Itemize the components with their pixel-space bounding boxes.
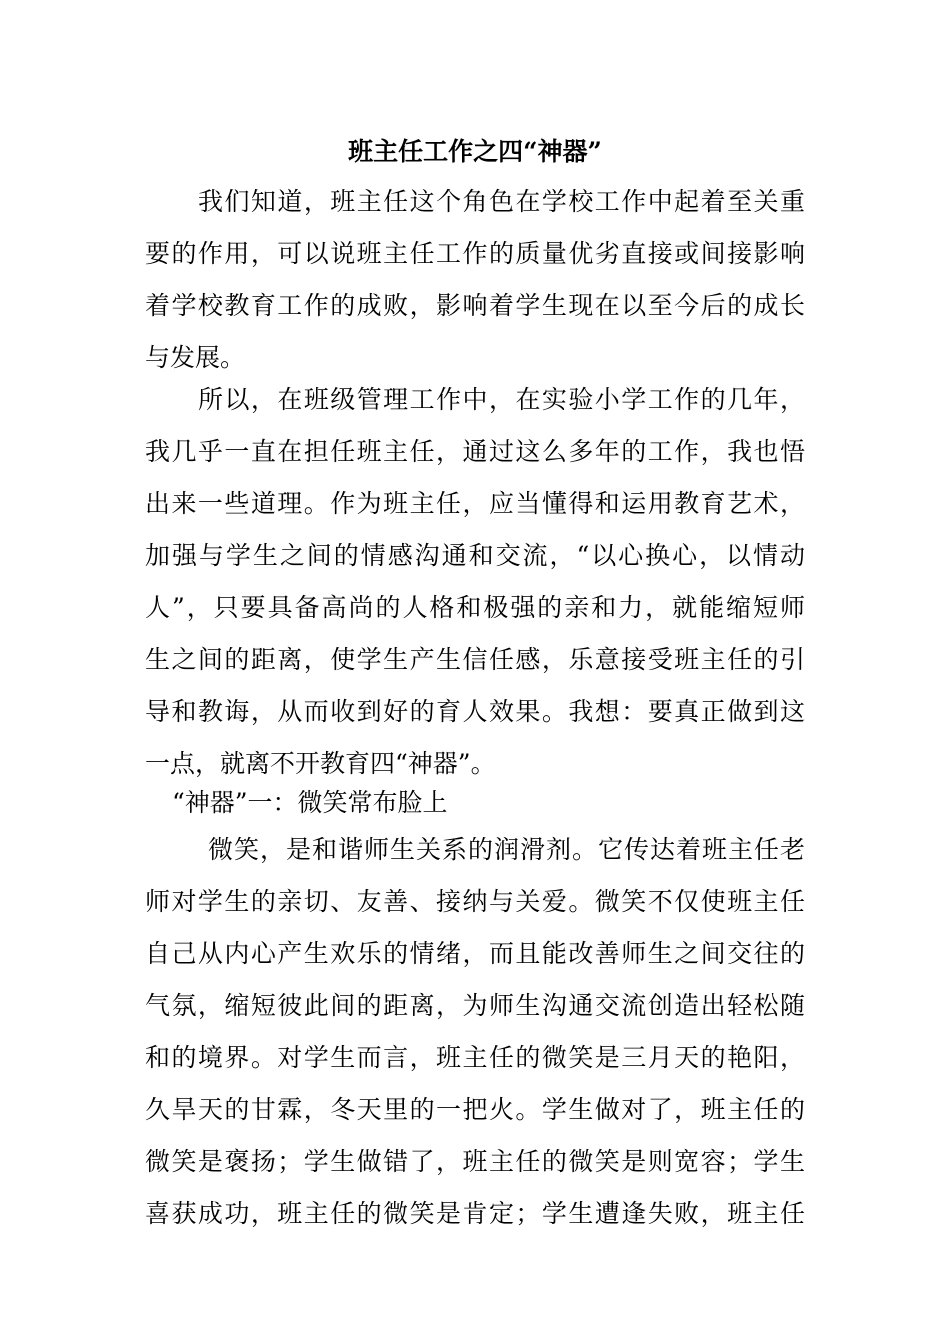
paragraph-2-line-6: 生之间的距离，使学生产生信任感，乐意接受班主任的引 [145, 645, 805, 674]
paragraph-3-line-1: 微笑，是和谐师生关系的润滑剂。它传达着班主任老 [208, 835, 805, 864]
paragraph-1-line-4: 与发展。 [145, 343, 246, 372]
paragraph-3-line-5: 和的境界。对学生而言，班主任的微笑是三月天的艳阳， [145, 1043, 805, 1072]
paragraph-3-line-8: 喜获成功，班主任的微笑是肯定；学生遭逢失败，班主任 [145, 1199, 805, 1228]
paragraph-2-line-1: 所以，在班级管理工作中，在实验小学工作的几年， [198, 385, 805, 414]
section-heading-1: “神器”一：微笑常布脸上 [172, 788, 448, 817]
paragraph-2-line-4: 加强与学生之间的情感沟通和交流，“以心换心，以情动 [145, 541, 805, 570]
paragraph-3-line-7: 微笑是褒扬；学生做错了，班主任的微笑是则宽容；学生 [145, 1147, 805, 1176]
paragraph-2-line-8: 一点，就离不开教育四“神器”。 [145, 749, 496, 778]
paragraph-3-line-2: 师对学生的亲切、友善、接纳与关爱。微笑不仅使班主任 [145, 887, 805, 916]
paragraph-2-line-3: 出来一些道理。作为班主任，应当懂得和运用教育艺术， [145, 489, 805, 518]
paragraph-1-line-1: 我们知道，班主任这个角色在学校工作中起着至关重 [198, 187, 805, 216]
paragraph-3-line-3: 自己从内心产生欢乐的情绪，而且能改善师生之间交往的 [145, 939, 805, 968]
paragraph-1-line-2: 要的作用，可以说班主任工作的质量优劣直接或间接影响 [145, 239, 805, 268]
paragraph-3-line-4: 气氛，缩短彼此间的距离，为师生沟通交流创造出轻松随 [145, 991, 805, 1020]
paragraph-1-line-3: 着学校教育工作的成败，影响着学生现在以至今后的成长 [145, 291, 805, 320]
document-title: 班主任工作之四“神器” [348, 137, 602, 166]
paragraph-2-line-5: 人”，只要具备高尚的人格和极强的亲和力，就能缩短师 [145, 593, 805, 622]
paragraph-2-line-7: 导和教诲，从而收到好的育人效果。我想：要真正做到这 [145, 697, 805, 726]
paragraph-3-line-6: 久旱天的甘霖，冬天里的一把火。学生做对了，班主任的 [145, 1095, 805, 1124]
paragraph-2-line-2: 我几乎一直在担任班主任，通过这么多年的工作，我也悟 [145, 437, 805, 466]
